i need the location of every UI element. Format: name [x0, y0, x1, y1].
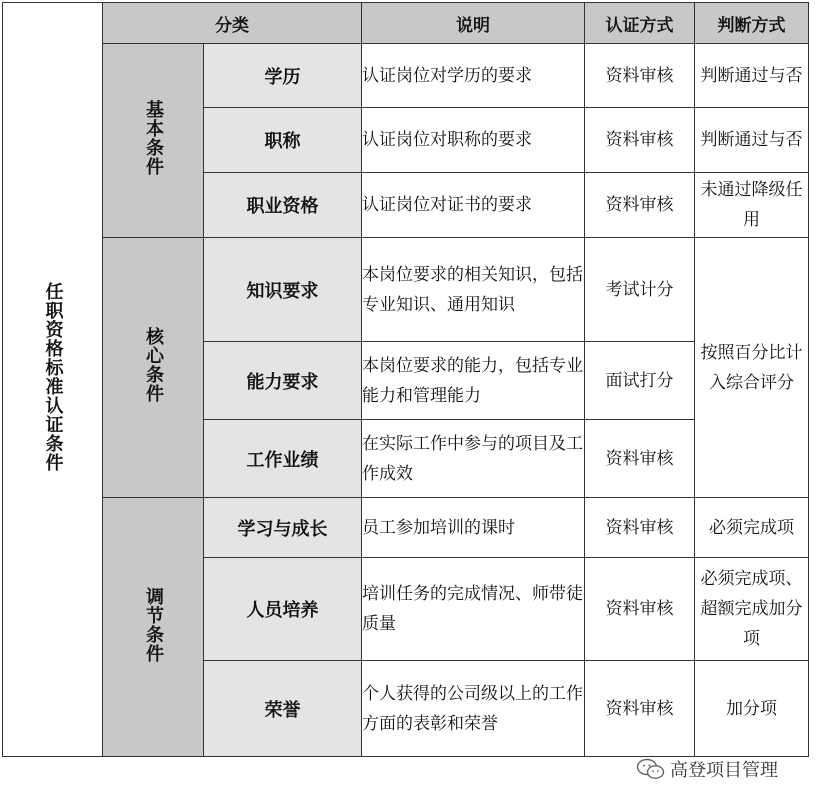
- item-name: 职称: [204, 108, 362, 173]
- group-cell-adjustment: [103, 498, 204, 757]
- item-name: 学习与成长: [204, 498, 362, 558]
- item-description: 员工参加培训的课时: [362, 498, 585, 558]
- item-description: 在实际工作中参与的项目及工作成效: [362, 420, 585, 498]
- group-label: 基本条件: [143, 100, 164, 176]
- item-certification-method: 考试计分: [585, 238, 695, 342]
- qualification-table: [2, 2, 809, 757]
- item-judgment-method: 未通过降级任用: [695, 173, 809, 238]
- watermark-text: 高登项目管理: [670, 760, 778, 781]
- item-judgment-method: 必须完成项、超额完成加分项: [695, 558, 809, 661]
- item-certification-method: 资料审核: [585, 661, 695, 757]
- item-description: 认证岗位对学历的要求: [362, 44, 585, 108]
- group-label: 调节条件: [143, 586, 164, 663]
- item-name: 荣誉: [204, 661, 362, 757]
- item-name: 学历: [204, 44, 362, 108]
- item-certification-method: 资料审核: [585, 558, 695, 661]
- item-judgment-method: 必须完成项: [695, 498, 809, 558]
- item-certification-method: 资料审核: [585, 420, 695, 498]
- table-row: [3, 498, 809, 558]
- item-description: 本岗位要求的相关知识，包括专业知识、通用知识: [362, 238, 585, 342]
- item-description: 认证岗位对证书的要求: [362, 173, 585, 238]
- main-category-cell: [3, 3, 103, 757]
- item-judgment-method: 判断通过与否: [695, 44, 809, 108]
- group-cell-basic: [103, 44, 204, 238]
- item-name: 知识要求: [204, 238, 362, 342]
- header-judgment-method: 判断方式: [695, 3, 809, 44]
- watermark: [636, 757, 778, 781]
- header-certification-method: 认证方式: [585, 3, 695, 44]
- item-judgment-method: 加分项: [695, 661, 809, 757]
- header-category: 分类: [103, 3, 362, 44]
- item-name: 职业资格: [204, 173, 362, 238]
- item-judgment-method: 判断通过与否: [695, 108, 809, 173]
- shared-judgment-method: 按照百分比计入综合评分: [695, 238, 809, 498]
- group-cell-core: [103, 238, 204, 498]
- item-description: 培训任务的完成情况、师带徒质量: [362, 558, 585, 661]
- item-certification-method: 资料审核: [585, 44, 695, 108]
- item-description: 本岗位要求的能力，包括专业能力和管理能力: [362, 342, 585, 420]
- item-description: 个人获得的公司级以上的工作方面的表彰和荣誉: [362, 661, 585, 757]
- table-row: [3, 238, 809, 342]
- wechat-icon: [636, 758, 666, 780]
- group-label: 核心条件: [143, 327, 164, 403]
- item-certification-method: 资料审核: [585, 108, 695, 173]
- item-certification-method: 面试打分: [585, 342, 695, 420]
- item-name: 人员培养: [204, 558, 362, 661]
- item-description: 认证岗位对职称的要求: [362, 108, 585, 173]
- header-description: 说明: [362, 3, 585, 44]
- header-row: [3, 3, 809, 44]
- table-row: [3, 44, 809, 108]
- item-certification-method: 资料审核: [585, 498, 695, 558]
- item-certification-method: 资料审核: [585, 173, 695, 238]
- item-name: 能力要求: [204, 342, 362, 420]
- item-name: 工作业绩: [204, 420, 362, 498]
- main-category-label: 任职资格标准认证条件: [42, 282, 64, 472]
